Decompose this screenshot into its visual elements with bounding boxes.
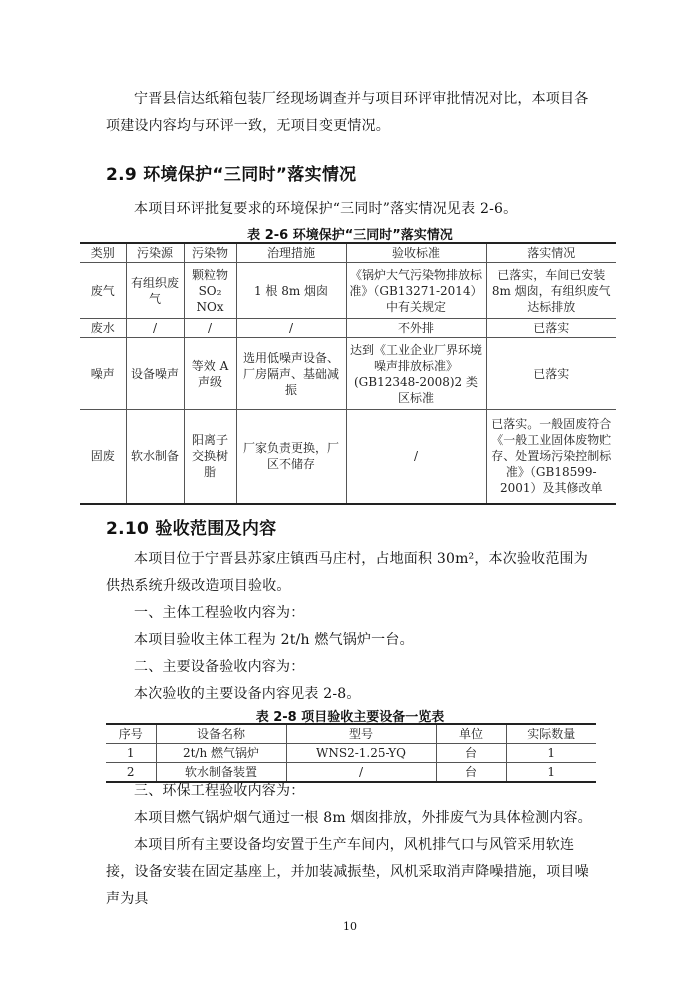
table-2-8: [106, 723, 596, 783]
table-cell: 噪声: [80, 338, 126, 410]
table-cell: 1 根 8m 烟囱: [236, 263, 346, 319]
table-cell: 《锅炉大气污染物排放标准》（GB13271-2014）中有关规定: [346, 263, 486, 319]
table-cell: 台: [436, 744, 506, 763]
table-cell: 已落实: [486, 319, 616, 338]
table-cell: 1: [506, 744, 596, 763]
table-cell: 已落实，车间已安装 8m 烟囱，有组织废气达标排放: [486, 263, 616, 319]
table-cell: 1: [506, 763, 596, 783]
paragraph-exhaust: 本项目燃气锅炉烟气通过一根 8m 烟囱排放，外排废气为具体检测内容。: [134, 810, 592, 826]
table-2-6-caption: 表 2-6 环境保护“三同时”落实情况: [247, 228, 453, 243]
table-cell: /: [286, 763, 436, 783]
header-cell: 治理措施: [236, 243, 346, 263]
table-cell: 颗粒物 SO₂ NOx: [184, 263, 236, 319]
table-row: [80, 263, 616, 319]
section-heading-2-9: 2.9 环境保护“三同时”落实情况: [106, 165, 357, 185]
table-cell: 软水制备: [126, 410, 184, 504]
paragraph-table-2-6-intro: 本项目环评批复要求的环境保护“三同时”落实情况见表 2-6。: [134, 201, 518, 217]
table-2-6: [80, 242, 616, 505]
header-cell: 验收标准: [346, 243, 486, 263]
table-cell: 选用低噪声设备、厂房隔声、基础减振: [236, 338, 346, 410]
paragraph-main-works-heading: 一、主体工程验收内容为：: [134, 605, 305, 621]
table-header-row: [80, 243, 616, 263]
table-header-row: [106, 724, 596, 744]
table-cell: 2: [106, 763, 156, 783]
paragraph-env-works-heading: 三、环保工程验收内容为：: [134, 783, 305, 799]
header-cell: 污染物: [184, 243, 236, 263]
header-cell: 实际数量: [506, 724, 596, 744]
table-cell: 厂家负责更换，厂区不储存: [236, 410, 346, 504]
table-cell: 有组织废气: [126, 263, 184, 319]
table-cell: WNS2-1.25-YQ: [286, 744, 436, 763]
header-cell: 型号: [286, 724, 436, 744]
header-cell: 设备名称: [156, 724, 286, 744]
paragraph-equipment-heading: 二、主要设备验收内容为：: [134, 659, 305, 675]
paragraph-noise: 本项目所有主要设备均安置于生产车间内，风机排气口与风管采用软连接，设备安装在固定基座上，并加装减振垫，风机采取消声降噪措施，项目噪声为具: [106, 837, 589, 907]
table-cell: 不外排: [346, 319, 486, 338]
table-row: [80, 410, 616, 504]
table-cell: 已落实: [486, 338, 616, 410]
table-2-8-caption: 表 2-8 项目验收主要设备一览表: [255, 710, 445, 725]
header-cell: 落实情况: [486, 243, 616, 263]
table-cell: 等效 A 声级: [184, 338, 236, 410]
table-cell: /: [126, 319, 184, 338]
table-cell: 已落实。一般固废符合《一般工业固体废物贮存、处置场污染控制标准》（GB18599-2001）及其修改单: [486, 410, 616, 504]
header-cell: 序号: [106, 724, 156, 744]
table-cell: 2t/h 燃气锅炉: [156, 744, 286, 763]
table-cell: 废气: [80, 263, 126, 319]
section-heading-2-10: 2.10 验收范围及内容: [106, 519, 277, 539]
header-cell: 污染源: [126, 243, 184, 263]
paragraph-scope: 本项目位于宁晋县苏家庄镇西马庄村，占地面积 30m²，本次验收范围为供热系统升级改造项目验收。: [106, 551, 588, 594]
table-row: [80, 338, 616, 410]
paragraph-main-works: 本项目验收主体工程为 2t/h 燃气锅炉一台。: [134, 632, 414, 648]
table-cell: 软水制备装置: [156, 763, 286, 783]
table-cell: /: [184, 319, 236, 338]
table-cell: 达到《工业企业厂界环境噪声排放标准》(GB12348-2008)2 类区标准: [346, 338, 486, 410]
table-cell: 固废: [80, 410, 126, 504]
table-row: [106, 744, 596, 763]
page-number: 10: [343, 920, 357, 933]
table-cell: 1: [106, 744, 156, 763]
header-cell: 类别: [80, 243, 126, 263]
table-cell: 台: [436, 763, 506, 783]
table-cell: 废水: [80, 319, 126, 338]
header-cell: 单位: [436, 724, 506, 744]
table-cell: /: [346, 410, 486, 504]
table-row: [80, 319, 616, 338]
table-cell: /: [236, 319, 346, 338]
paragraph-project-change: 宁晋县信达纸箱包装厂经现场调查并与项目环评审批情况对比，本项目各项建设内容均与环评一致，无项目变更情况。: [106, 91, 589, 134]
table-cell: 阳离子交换树脂: [184, 410, 236, 504]
paragraph-table-2-8-intro: 本次验收的主要设备内容见表 2-8。: [134, 686, 361, 702]
table-cell: 设备噪声: [126, 338, 184, 410]
